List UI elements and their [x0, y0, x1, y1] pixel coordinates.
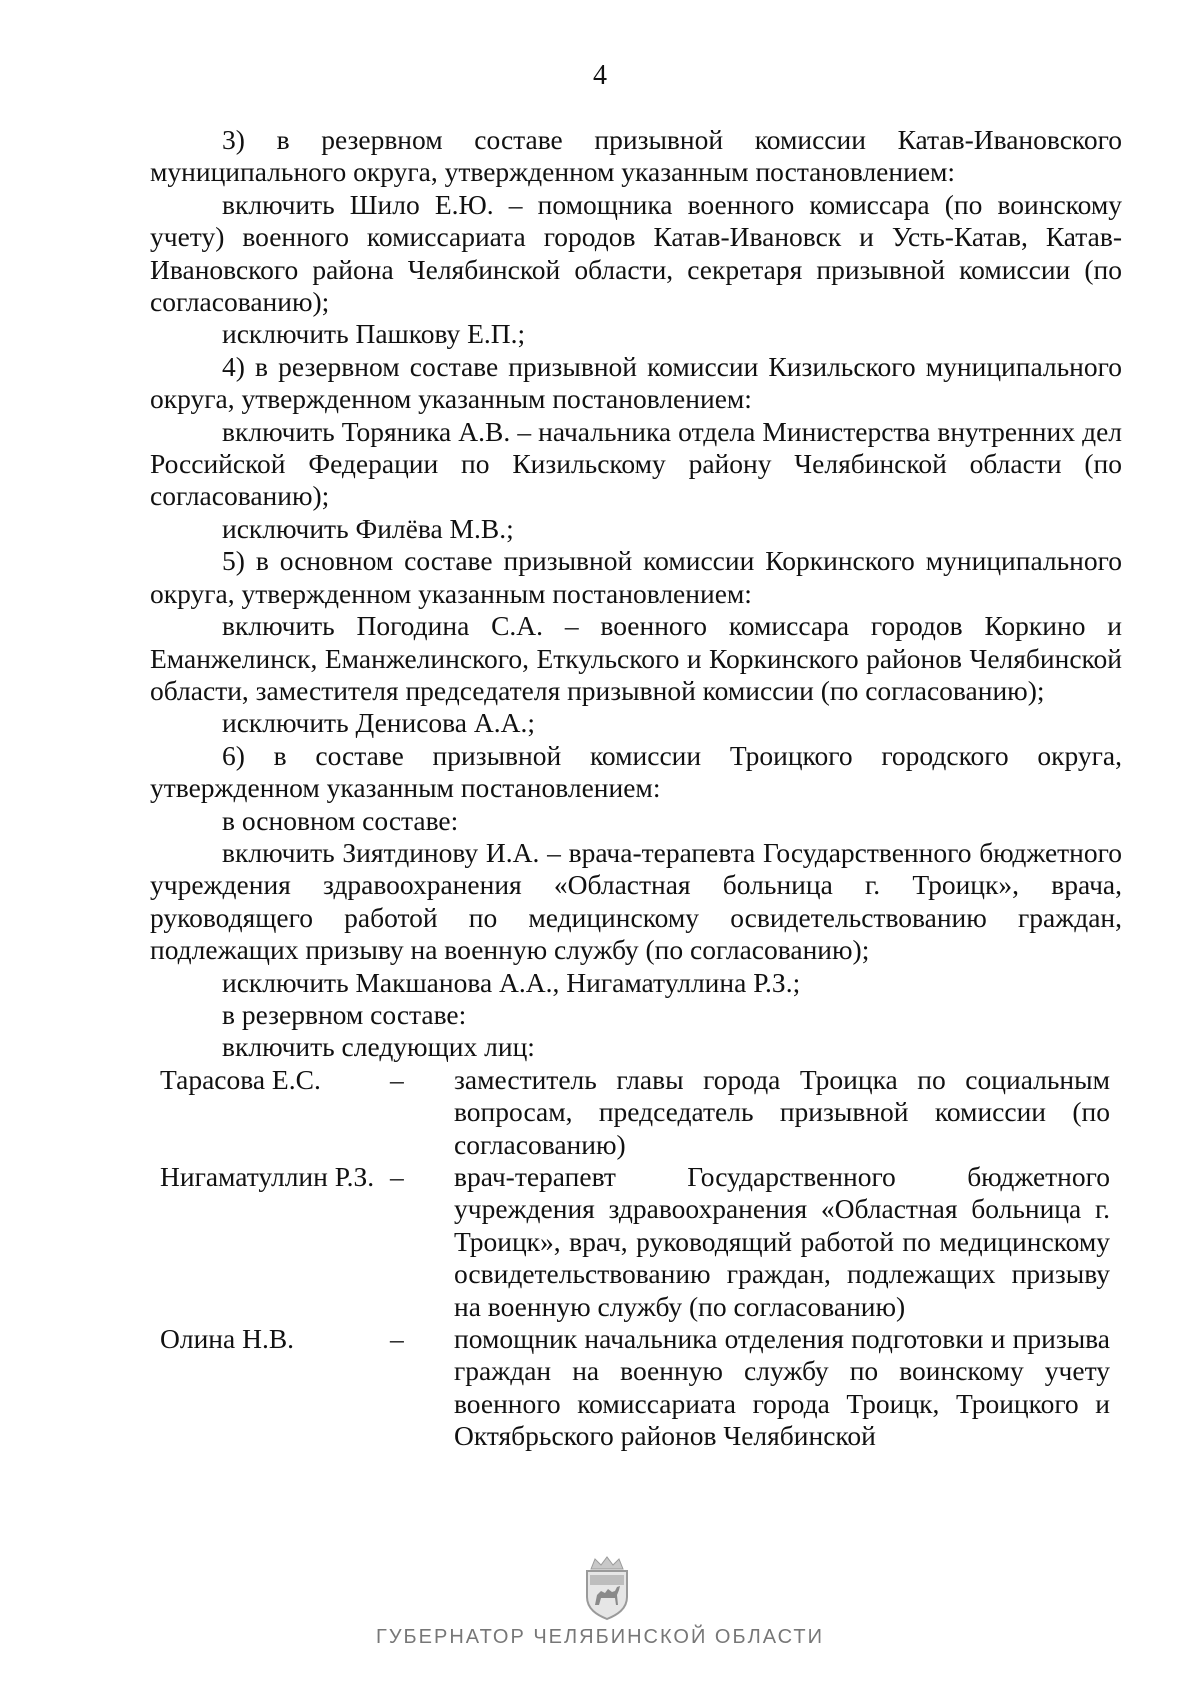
member-description: помощник начальника отделения подготовки и призыва граждан на военную службу по воинскому учету военного комиссариата города Троицк, Троицкого и Октябрьского районов Челябинской — [454, 1323, 1110, 1452]
member-dash: – — [390, 1161, 404, 1192]
members-list — [150, 1064, 1122, 1453]
member-description: заместитель главы города Троицка по социальным вопросам, председатель призывной комиссии (по согласованию) — [454, 1063, 1110, 1160]
member-name: Олина Н.В. — [160, 1323, 295, 1355]
paragraph: включить Погодина С.А. – военного комиссара городов Коркино и Еманжелинск, Еманжелинского, Еткульского и Коркинского районов Челябинской области, заместителя председателя призывной комиссии (по согласованию); — [150, 610, 1122, 706]
member-dash: – — [390, 1323, 404, 1355]
member-row — [150, 1064, 1122, 1161]
paragraph: 4) в резервном составе призывной комиссии Кизильского муниципального округа, утвержденном указанным постановлением: — [150, 350, 1122, 415]
paragraph: в резервном составе: — [222, 998, 467, 1030]
paragraph: в основном составе: — [222, 804, 459, 836]
paragraph: 5) в основном составе призывной комиссии Коркинского муниципального округа, утвержденном указанным постановлением: — [150, 545, 1122, 609]
chelyabinsk-coat-of-arms-icon — [581, 1555, 633, 1621]
paragraph: исключить Филёва М.В.; — [222, 512, 514, 544]
paragraph: исключить Денисова А.А.; — [222, 707, 535, 739]
member-row — [150, 1161, 1122, 1323]
paragraph: 6) в составе призывной комиссии Троицкого городского округа, утвержденном указанным постановлением: — [150, 739, 1122, 804]
member-row — [150, 1323, 1122, 1453]
paragraph: включить Зиятдинову И.А. – врача-терапевта Государственного бюджетного учреждения здравоохранения «Областная больница г. Троицк», врача, руководящего работой по медицинскому освидетельствованию граждан, подлежащих призыву на военную службу (по согласованию); — [150, 836, 1122, 966]
member-name: Нигаматуллин Р.З. — [160, 1161, 375, 1192]
page-number: 4 — [593, 60, 607, 91]
paragraph: включить Торяника А.В. – начальника отдела Министерства внутренних дел Российской Федерации по Кизильскому району Челябинской области (по согласованию); — [150, 415, 1122, 512]
member-name: Тарасова Е.С. — [160, 1063, 321, 1095]
member-dash: – — [390, 1063, 404, 1095]
paragraph: 3) в резервном составе призывной комиссии Катав-Ивановского муниципального округа, утвержденном указанным постановлением: — [150, 124, 1122, 188]
paragraph: исключить Макшанова А.А., Нигаматуллина Р.З.; — [222, 966, 801, 998]
member-description: врач-терапевт Государственного бюджетного учреждения здравоохранения «Областная больница г. Троицк», врач, руководящий работой по медицинскому освидетельствованию граждан, подлежащих призыву на военную службу (по согласованию) — [454, 1161, 1110, 1322]
paragraph: включить следующих лиц: — [222, 1031, 535, 1063]
paragraph: исключить Пашкову Е.П.; — [222, 318, 526, 350]
paragraph: включить Шило Е.Ю. – помощника военного комиссара (по воинскому учету) военного комиссариата городов Катав-Ивановск и Усть-Катав, Катав-Ивановского района Челябинской области, секретаря призывной комиссии (по согласованию); — [150, 188, 1122, 318]
footer-organization: ГУБЕРНАТОР ЧЕЛЯБИНСКОЙ ОБЛАСТИ — [376, 1626, 824, 1648]
document-body — [150, 124, 1122, 1453]
